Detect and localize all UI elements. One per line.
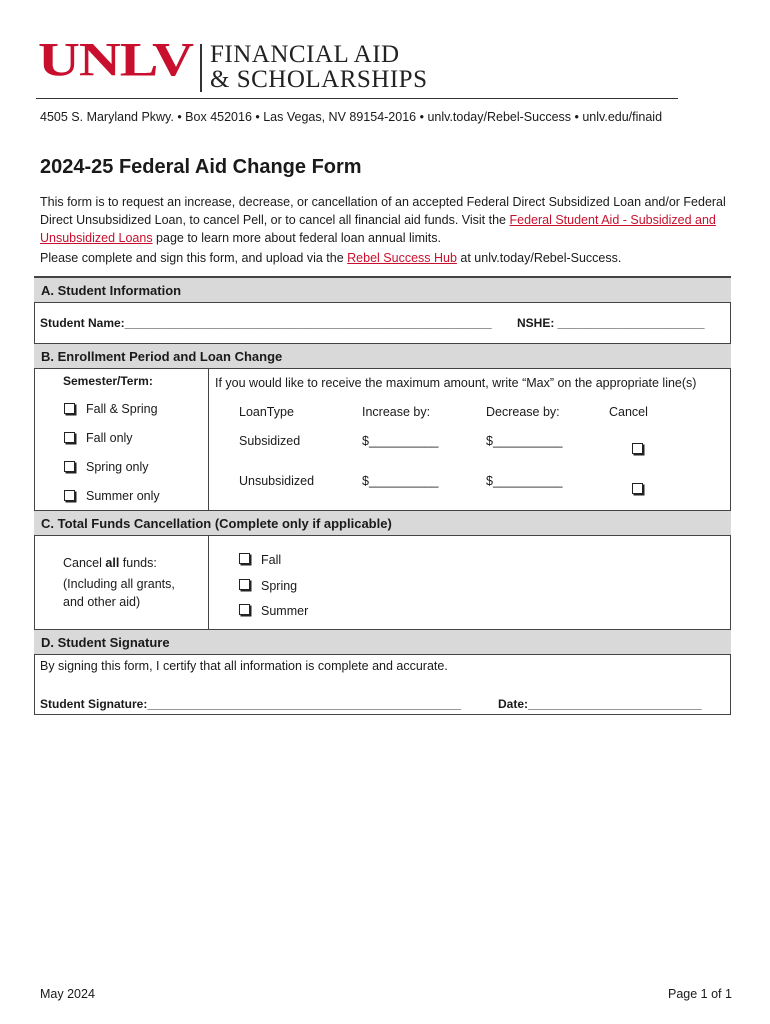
cancel-all-suffix: funds: bbox=[119, 556, 157, 570]
col-increase: Increase by: bbox=[362, 405, 431, 419]
col-loan-type: LoanType bbox=[239, 405, 294, 419]
signature-date-field[interactable]: Date:__________________________ bbox=[498, 697, 702, 711]
instructions-text-end: at unlv.today/Rebel-Success. bbox=[456, 251, 622, 265]
term-label-fall: Fall only bbox=[86, 431, 133, 445]
section-d-heading: D. Student Signature bbox=[34, 629, 731, 655]
cancel-summer-label: Summer bbox=[261, 604, 309, 618]
subsidized-cancel-checkbox[interactable] bbox=[632, 443, 643, 454]
section-c-divider bbox=[208, 536, 209, 629]
form-title: 2024-25 Federal Aid Change Form bbox=[40, 156, 362, 178]
cancel-fall-label: Fall bbox=[261, 553, 282, 567]
cancel-fall-checkbox[interactable] bbox=[239, 553, 250, 564]
nshe-field[interactable]: NSHE: ______________________ bbox=[517, 316, 705, 330]
max-instruction: If you would like to receive the maximum amount, write “Max” on the appropriate line(s) bbox=[215, 376, 697, 390]
semester-term-label: Semester/Term: bbox=[63, 374, 153, 388]
instructions-text: Please complete and sign this form, and upload via the bbox=[40, 251, 348, 265]
unsubsidized-increase-field[interactable]: $__________ bbox=[362, 474, 439, 488]
term-checkbox-fall-spring[interactable] bbox=[64, 403, 75, 414]
loan-type-subsidized: Subsidized bbox=[239, 434, 301, 448]
subsidized-increase-field[interactable]: $__________ bbox=[362, 434, 439, 448]
term-checkbox-summer[interactable] bbox=[64, 490, 75, 501]
term-checkbox-fall[interactable] bbox=[64, 432, 75, 443]
section-c-heading: C. Total Funds Cancellation (Complete only if applicable) bbox=[34, 510, 731, 536]
student-signature-field[interactable]: Student Signature:_______________________________________________ bbox=[40, 697, 462, 711]
instructions bbox=[40, 251, 621, 265]
intro-paragraph bbox=[40, 193, 732, 247]
rebel-success-hub-link[interactable]: Rebel Success Hub bbox=[347, 251, 457, 265]
subsidized-decrease-field[interactable]: $__________ bbox=[486, 434, 563, 448]
cancel-summer-checkbox[interactable] bbox=[239, 604, 250, 615]
section-b-heading: B. Enrollment Period and Loan Change bbox=[34, 343, 731, 369]
header-rule bbox=[36, 98, 678, 99]
intro-text: This form is to request an increase, decrease, or cancellation of an accepted Federal Direct Subsidized Loan and/or Federal Direct Unsubsidized Loan, to cancel Pell, or to cancel all financial aid funds. Visit the bbox=[40, 195, 726, 227]
section-a-heading: A. Student Information bbox=[34, 277, 731, 303]
section-b-divider bbox=[208, 369, 209, 510]
footer-date: May 2024 bbox=[40, 987, 95, 1001]
certify-statement: By signing this form, I certify that all information is complete and accurate. bbox=[40, 659, 448, 673]
student-name-field[interactable]: Student Name:_______________________________________________________ bbox=[40, 316, 492, 330]
cancel-all-emphasis: all bbox=[105, 556, 120, 570]
unsubsidized-cancel-checkbox[interactable] bbox=[632, 483, 643, 494]
term-label-fall-spring: Fall & Spring bbox=[86, 402, 158, 416]
term-label-spring: Spring only bbox=[86, 460, 149, 474]
col-cancel: Cancel bbox=[609, 405, 648, 419]
department-name-line2: & SCHOLARSHIPS bbox=[210, 66, 428, 93]
unsubsidized-decrease-field[interactable]: $__________ bbox=[486, 474, 563, 488]
cancel-note-line2: and other aid) bbox=[63, 595, 141, 609]
cancel-spring-label: Spring bbox=[261, 579, 298, 593]
intro-text-end: page to learn more about federal loan annual limits. bbox=[152, 231, 441, 245]
logo-divider bbox=[200, 44, 202, 92]
federal-loans-link[interactable]: Federal Student Aid - Subsidized and Unsubsidized Loans bbox=[40, 213, 716, 245]
page-number: Page 1 of 1 bbox=[668, 987, 732, 1001]
cancel-all-label bbox=[63, 556, 157, 570]
address-line: 4505 S. Maryland Pkwy. • Box 452016 • Las Vegas, NV 89154-2016 • unlv.today/Rebel-Success • unlv.edu/finaid bbox=[40, 110, 663, 124]
department-name-line1: FINANCIAL AID bbox=[210, 41, 400, 68]
cancel-spring-checkbox[interactable] bbox=[239, 579, 250, 590]
col-decrease: Decrease by: bbox=[486, 405, 560, 419]
department-name bbox=[210, 42, 427, 92]
term-checkbox-spring[interactable] bbox=[64, 461, 75, 472]
term-label-summer: Summer only bbox=[86, 489, 160, 503]
cancel-all-prefix: Cancel bbox=[63, 556, 106, 570]
unlv-logo: UNLV bbox=[38, 32, 194, 87]
cancel-note-line1: (Including all grants, bbox=[63, 577, 175, 591]
loan-type-unsubsidized: Unsubsidized bbox=[239, 474, 315, 488]
